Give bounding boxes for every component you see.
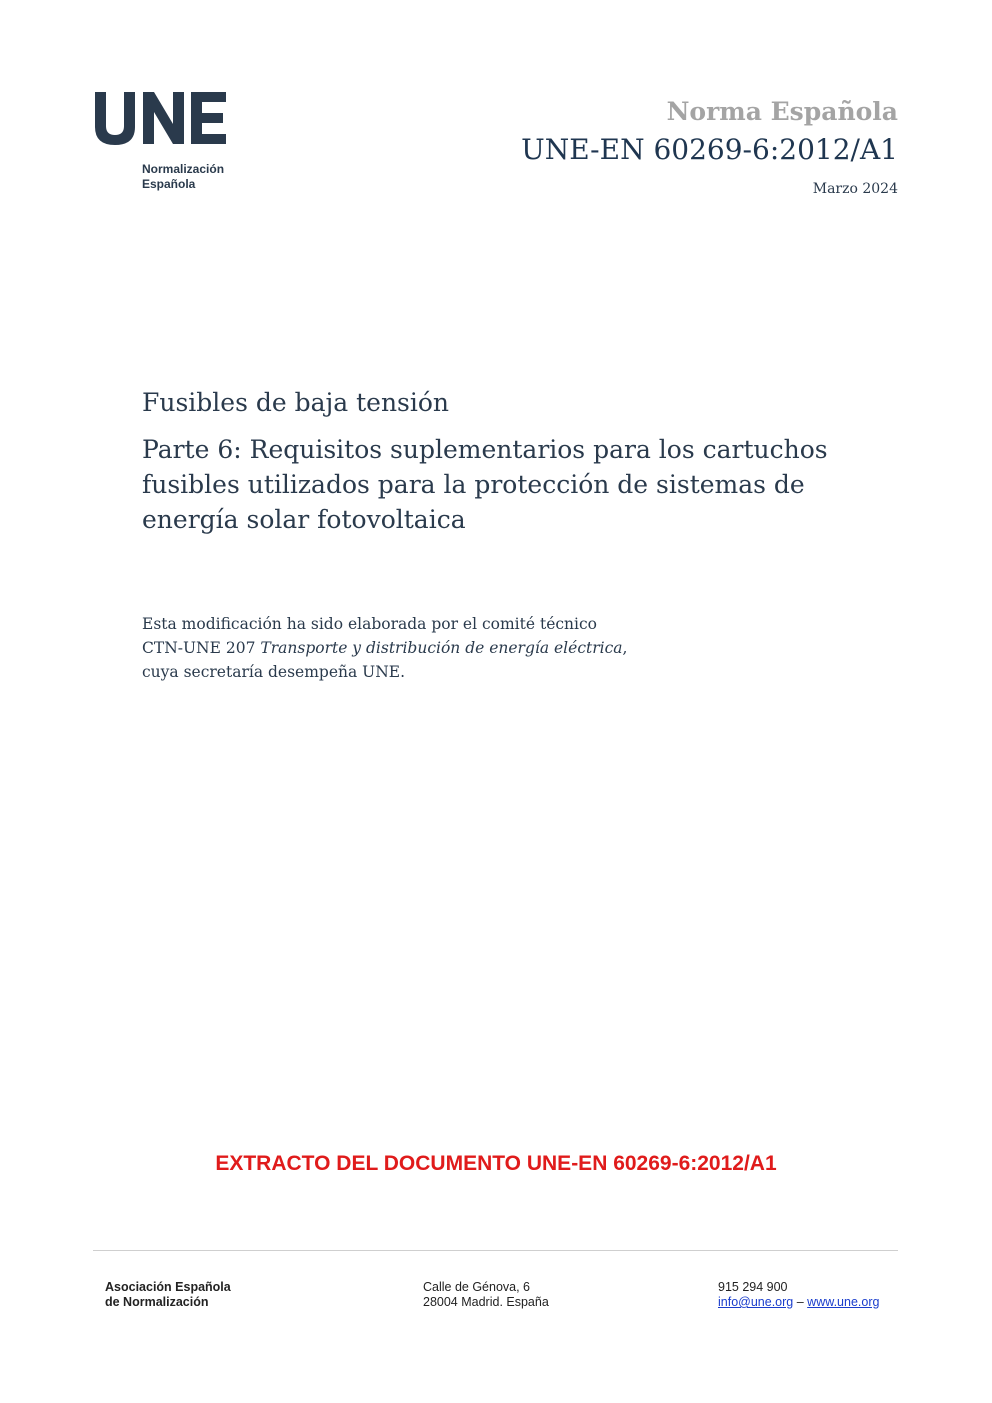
logo-caption-line1: Normalización [142, 162, 225, 176]
document-subtitle: Parte 6: Requisitos suplementarios para los cartuchos fusibles utilizados para la protección de sistemas de energía solar fotovoltaica [142, 435, 828, 534]
footer-contact [718, 1280, 879, 1310]
footer-organization [105, 1280, 231, 1310]
extract-notice: EXTRACTO DEL DOCUMENTO UNE-EN 60269-6:2012/A1 [215, 1152, 777, 1175]
norma-label: Norma Española [666, 97, 898, 126]
logo-caption-line2: Española [142, 177, 196, 191]
committee-line1: Esta modificación ha sido elaborada por el comité técnico [142, 615, 598, 633]
publication-date: Marzo 2024 [812, 181, 898, 197]
footer-org-line2: de Normalización [105, 1295, 209, 1309]
document-title: Fusibles de baja tensión [142, 388, 450, 417]
committee-line2 [142, 636, 762, 660]
standard-code: UNE-EN 60269-6:2012/A1 [521, 133, 898, 166]
committee-comma: , [622, 639, 628, 657]
committee-line3: cuya secretaría desempeña UNE. [142, 663, 406, 681]
title-block [142, 386, 862, 537]
committee-code: CTN-UNE 207 [142, 639, 256, 657]
logo-caption [142, 162, 224, 192]
une-wordmark-logo [93, 90, 228, 146]
footer-divider [93, 1250, 898, 1251]
footer-org-line1: Asociación Española [105, 1280, 231, 1294]
footer-separator: – [796, 1295, 804, 1309]
email-link[interactable]: info@une.org [718, 1295, 794, 1309]
committee-statement [142, 612, 762, 684]
website-link[interactable]: www.une.org [807, 1295, 880, 1309]
footer-address [423, 1280, 549, 1310]
committee-name: Transporte y distribución de energía eléctrica [260, 639, 623, 657]
footer-address-line2: 28004 Madrid. España [423, 1295, 549, 1309]
standard-header [521, 96, 898, 198]
une-logo [93, 90, 253, 200]
footer-links [718, 1295, 879, 1310]
footer-phone: 915 294 900 [718, 1280, 788, 1294]
footer-address-line1: Calle de Génova, 6 [423, 1280, 531, 1294]
